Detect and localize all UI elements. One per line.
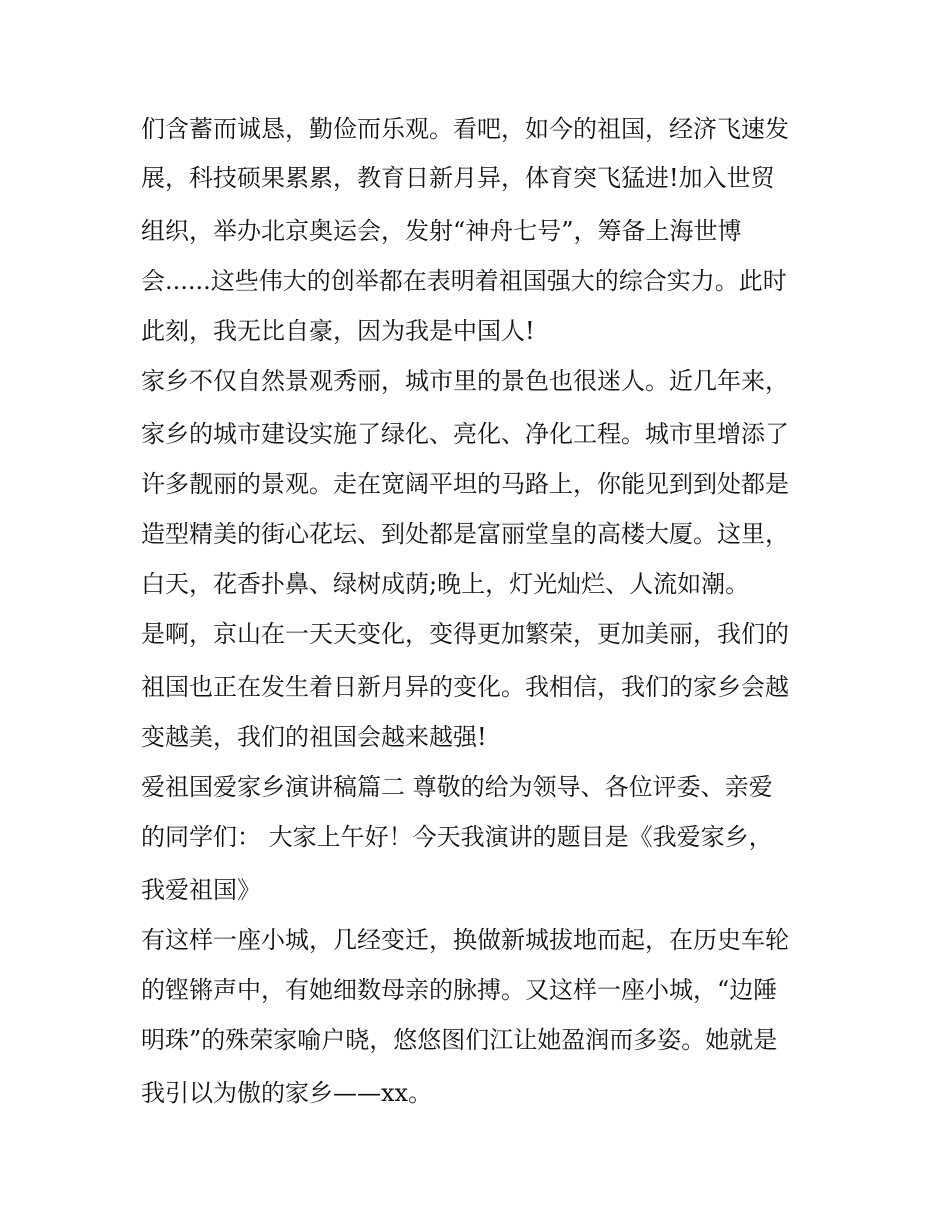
text-line: 的同学们： 大家上午好！今天我演讲的题目是《我爱家乡，	[141, 823, 773, 851]
text-line: 祖国也正在发生着日新月异的变化。我相信，我们的家乡会越	[141, 673, 789, 701]
text-line: 明珠”的殊荣家喻户晓，悠悠图们江让她盈润而多姿。她就是	[141, 1026, 778, 1054]
text-line: 变越美，我们的祖国会越来越强!	[141, 723, 487, 751]
text-line: 爱祖国爱家乡演讲稿篇二 尊敬的给为领导、各位评委、亲爱	[141, 773, 773, 801]
text-line: 有这样一座小城，几经变迁，换做新城拔地而起，在历史车轮	[141, 926, 789, 954]
text-line: 造型精美的街心花坛、到处都是富丽堂皇的高楼大厦。这里，	[141, 520, 789, 548]
text-line: 家乡的城市建设实施了绿化、亮化、净化工程。城市里增添了	[141, 420, 789, 448]
text-line: 的铿锵声中，有她细数母亲的脉搏。又这样一座小城，“边陲	[141, 976, 778, 1004]
text-line: 展，科技硕果累累，教育日新月异，体育突飞猛进!加入世贸	[141, 164, 775, 192]
text-line: 白天，花香扑鼻、绿树成荫;晚上，灯光灿烂、人流如潮。	[141, 570, 750, 598]
text-line: 此刻，我无比自豪，因为我是中国人!	[141, 317, 535, 345]
text-line: 我爱祖国》	[141, 876, 261, 904]
text-line: 许多靓丽的景观。走在宽阔平坦的马路上，你能见到到处都是	[141, 470, 789, 498]
text-line: 会......这些伟大的创举都在表明着祖国强大的综合实力。此时	[141, 267, 787, 295]
text-line: 组织，举办北京奥运会，发射“神舟七号”，筹备上海世博	[141, 217, 742, 245]
text-line: 家乡不仅自然景观秀丽，城市里的景色也很迷人。近几年来，	[141, 367, 789, 395]
text-line: 我引以为傲的家乡——xx。	[141, 1079, 433, 1107]
text-line: 们含蓄而诚恳，勤俭而乐观。看吧，如今的祖国，经济飞速发	[141, 115, 789, 143]
text-line: 是啊，京山在一天天变化，变得更加繁荣，更加美丽，我们的	[141, 620, 789, 648]
